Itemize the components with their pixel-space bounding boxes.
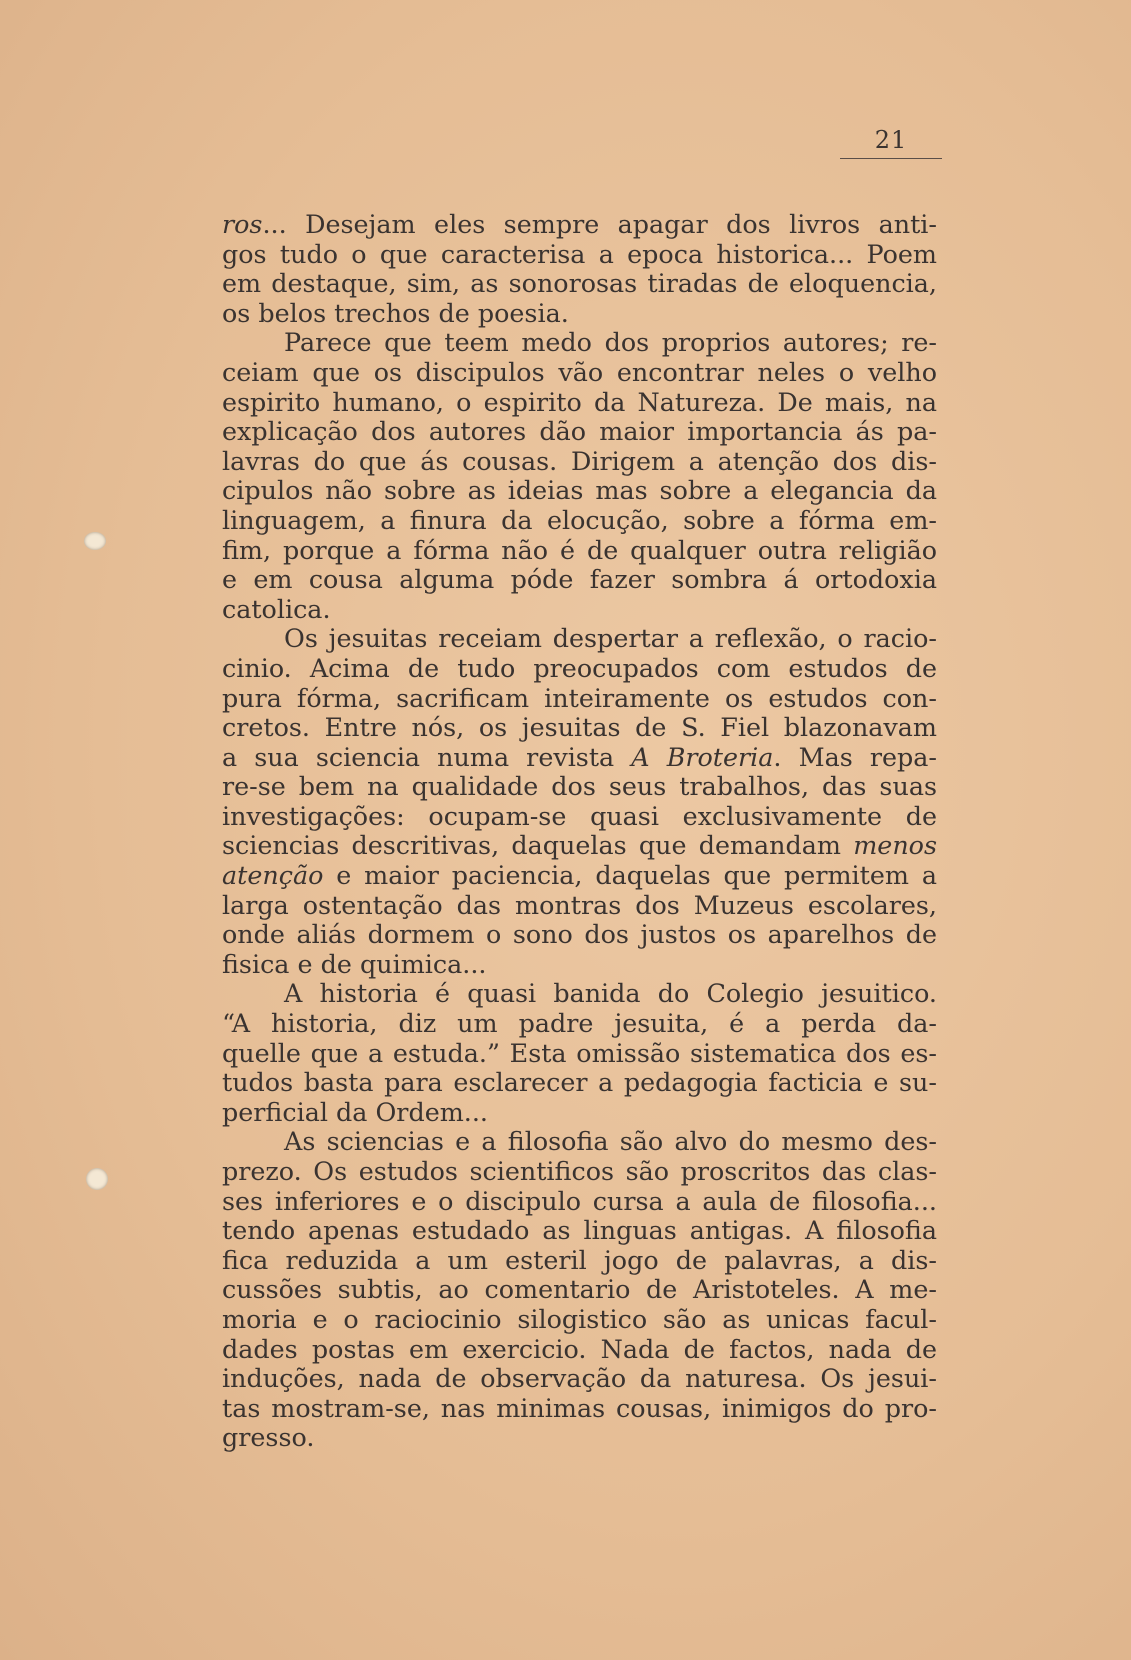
- text-segment: gresso.: [222, 1422, 315, 1453]
- text-line: [222, 1246, 937, 1276]
- text-line: [222, 417, 937, 447]
- text-line: [222, 269, 937, 299]
- text-segment: espirito humano, o espirito da Natureza. De mais, na: [222, 386, 937, 417]
- text-line: [222, 1157, 937, 1187]
- text-segment: a sua sciencia numa revista: [222, 741, 632, 772]
- paragraph: [222, 624, 937, 979]
- text-segment: A historia é quasi banida do Colegio jesuitico.: [284, 978, 937, 1009]
- text-line: [222, 1068, 937, 1098]
- text-line: [222, 1335, 937, 1365]
- text-line: [222, 595, 937, 625]
- text-line: [222, 565, 937, 595]
- text-segment: ... Desejam eles sempre apagar dos livros anti-: [262, 209, 937, 239]
- text-line: [222, 328, 937, 358]
- text-line: [222, 1187, 937, 1217]
- text-segment: explicação dos autores dão maior importancia ás pa-: [222, 416, 937, 447]
- text-line: [222, 536, 937, 566]
- text-segment: investigações: ocupam-se quasi exclusivamente de: [222, 800, 937, 831]
- page-number: 21: [840, 126, 942, 159]
- italic-text: atenção: [222, 860, 324, 891]
- text-segment: cipulos não sobre as ideias mas sobre a elegancia da: [222, 475, 937, 506]
- text-line: [222, 1009, 937, 1039]
- binding-hole-top: [84, 532, 106, 550]
- text-line: [222, 506, 937, 536]
- text-line: [222, 772, 937, 802]
- text-segment: moria e o raciocinio silogistico são as unicas facul-: [222, 1303, 937, 1334]
- text-segment: prezo. Os estudos scientificos são proscritos das clas-: [222, 1156, 937, 1186]
- binding-hole-bottom: [86, 1168, 108, 1190]
- italic-text: ros: [222, 209, 263, 239]
- body-text: [222, 210, 937, 1453]
- text-segment: larga ostentação das montras dos Muzeus escolares,: [222, 889, 937, 920]
- text-segment: e em cousa alguma póde fazer sombra á ortodoxia: [222, 564, 937, 595]
- text-line: [222, 979, 937, 1009]
- text-line: [222, 240, 937, 270]
- text-segment: “A historia, diz um padre jesuita, é a perda da-: [222, 1008, 937, 1039]
- text-line: [222, 1275, 937, 1305]
- paragraph: [222, 210, 937, 328]
- text-segment: fisica e de quimica...: [222, 948, 487, 979]
- text-line: [222, 891, 937, 921]
- text-line: [222, 920, 937, 950]
- text-segment: induções, nada de observação da naturesa. Os jesui-: [222, 1363, 937, 1394]
- text-line: [222, 1216, 937, 1246]
- text-line: [222, 388, 937, 418]
- text-segment: onde aliás dormem o sono dos justos os aparelhos de: [222, 919, 937, 950]
- text-segment: ceiam que os discipulos vão encontrar neles o velho: [222, 356, 937, 387]
- text-line: [222, 624, 937, 654]
- text-segment: linguagem, a finura da elocução, sobre a fórma em-: [222, 504, 937, 535]
- text-segment: os belos trechos de poesia.: [222, 297, 569, 328]
- text-line: [222, 358, 937, 388]
- paragraph: [222, 1127, 937, 1453]
- text-line: [222, 802, 937, 832]
- text-segment: tendo apenas estudado as linguas antigas. A filosofia: [222, 1215, 937, 1246]
- paragraph: [222, 979, 937, 1127]
- text-segment: fica reduzida a um esteril jogo de palavras, a dis-: [222, 1244, 937, 1275]
- text-segment: As sciencias e a filosofia são alvo do mesmo des-: [284, 1126, 937, 1157]
- text-segment: gos tudo o que caracterisa a epoca historica... Poem: [222, 238, 937, 269]
- paragraph: [222, 328, 937, 624]
- text-line: [222, 1364, 937, 1394]
- italic-text: A Broteria: [631, 741, 774, 772]
- text-line: [222, 743, 937, 773]
- text-segment: e maior paciencia, daquelas que permitem a: [323, 860, 937, 891]
- text-segment: perficial da Ordem...: [222, 1096, 489, 1127]
- text-line: [222, 684, 937, 714]
- text-segment: Os jesuitas receiam despertar a reflexão, o racio-: [284, 623, 937, 654]
- text-segment: tas mostram-se, nas minimas cousas, inimigos do pro-: [222, 1392, 937, 1423]
- text-segment: cussões subtis, ao comentario de Aristoteles. A me-: [222, 1274, 937, 1305]
- text-segment: em destaque, sim, as sonorosas tiradas de eloquencia,: [222, 268, 937, 299]
- text-segment: Parece que teem medo dos proprios autores; re-: [284, 327, 937, 358]
- text-line: [222, 447, 937, 477]
- text-line: [222, 1394, 937, 1424]
- text-line: [222, 1423, 937, 1453]
- text-line: [222, 713, 937, 743]
- text-line: [222, 210, 937, 240]
- text-segment: cinio. Acima de tudo preocupados com estudos de: [222, 652, 937, 683]
- text-segment: cretos. Entre nós, os jesuitas de S. Fiel blazonavam: [222, 712, 937, 743]
- text-segment: lavras do que ás cousas. Dirigem a atenção dos dis-: [222, 445, 937, 476]
- text-segment: dades postas em exercicio. Nada de factos, nada de: [222, 1333, 937, 1364]
- text-line: [222, 831, 937, 861]
- italic-text: menos: [853, 830, 937, 861]
- text-segment: . Mas repa-: [773, 741, 937, 772]
- text-segment: ses inferiores e o discipulo cursa a aula de filosofia...: [222, 1185, 937, 1216]
- text-line: [222, 950, 937, 980]
- text-segment: re-se bem na qualidade dos seus trabalhos, das suas: [222, 771, 937, 802]
- text-segment: sciencias descritivas, daquelas que demandam: [222, 830, 854, 861]
- text-line: [222, 476, 937, 506]
- text-line: [222, 1098, 937, 1128]
- text-line: [222, 654, 937, 684]
- text-line: [222, 299, 937, 329]
- text-line: [222, 1039, 937, 1069]
- text-segment: catolica.: [222, 593, 331, 624]
- text-segment: quelle que a estuda.” Esta omissão sistematica dos es-: [222, 1037, 937, 1068]
- text-line: [222, 1127, 937, 1157]
- text-line: [222, 1305, 937, 1335]
- text-segment: pura fórma, sacrificam inteiramente os estudos con-: [222, 682, 937, 713]
- text-segment: fim, porque a fórma não é de qualquer outra religião: [222, 534, 937, 565]
- text-segment: tudos basta para esclarecer a pedagogia facticia e su-: [222, 1067, 937, 1098]
- text-line: [222, 861, 937, 891]
